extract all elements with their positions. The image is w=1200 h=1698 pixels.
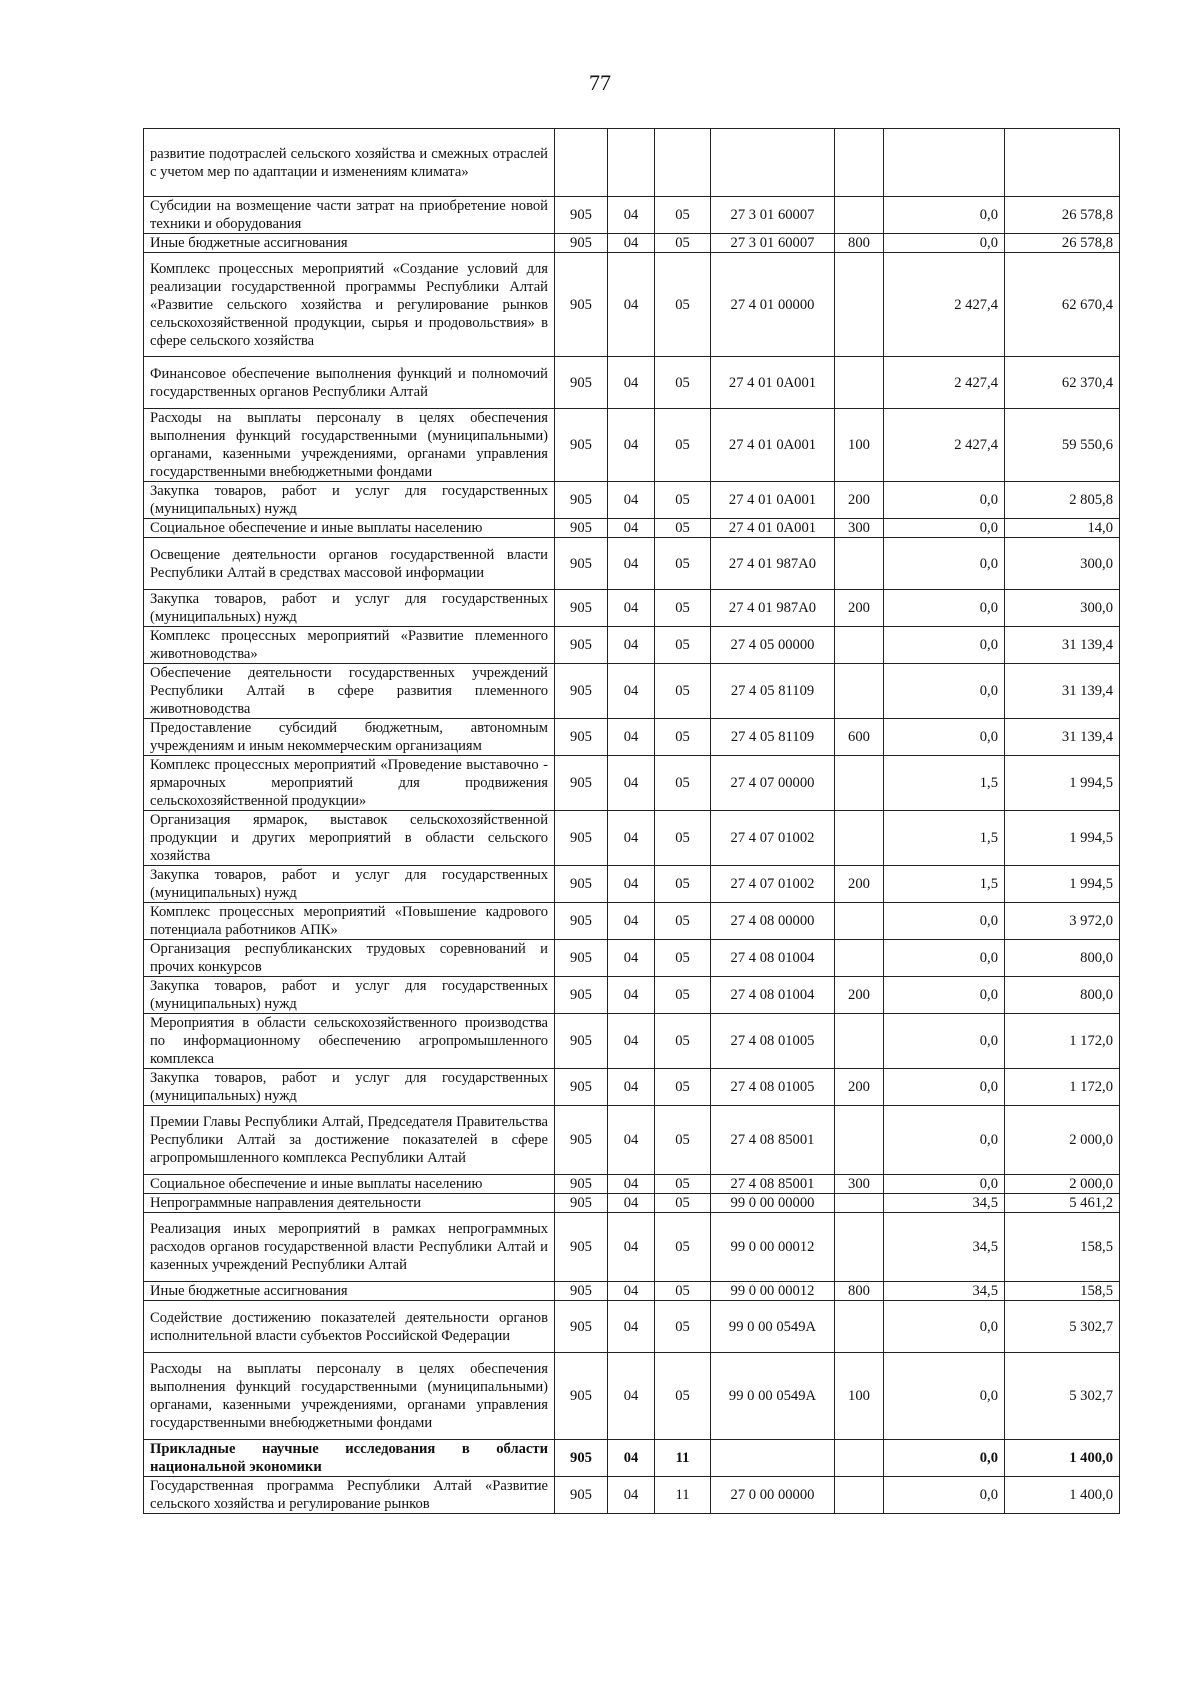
section-code-cell: 04 bbox=[608, 866, 655, 903]
expense-type-cell bbox=[835, 197, 884, 234]
expense-name-cell: Иные бюджетные ассигнования bbox=[144, 1282, 555, 1301]
amount-1-cell bbox=[884, 129, 1005, 197]
expense-name-cell: Закупка товаров, работ и услуг для государственных (муниципальных) нужд bbox=[144, 977, 555, 1014]
subsection-code-cell: 05 bbox=[655, 519, 711, 538]
expense-type-cell bbox=[835, 811, 884, 866]
expense-type-cell bbox=[835, 1213, 884, 1282]
expense-name-cell: Финансовое обеспечение выполнения функций и полномочий государственных органов Республики Алтай bbox=[144, 357, 555, 409]
amount-2-cell: 5 302,7 bbox=[1005, 1353, 1120, 1440]
department-code-cell: 905 bbox=[555, 538, 608, 590]
subsection-code-cell: 05 bbox=[655, 1069, 711, 1106]
amount-2-cell: 26 578,8 bbox=[1005, 234, 1120, 253]
department-code-cell: 905 bbox=[555, 1194, 608, 1213]
table-row bbox=[144, 977, 1120, 1014]
expense-name-cell: Расходы на выплаты персоналу в целях обеспечения выполнения функций государственными (муниципальными) органами, казенными учреждениями, органами управления государственными внебюджетными фондами bbox=[144, 1353, 555, 1440]
amount-1-cell: 0,0 bbox=[884, 1106, 1005, 1175]
amount-2-cell: 14,0 bbox=[1005, 519, 1120, 538]
target-article-cell bbox=[711, 1440, 835, 1477]
table-row bbox=[144, 1282, 1120, 1301]
target-article-cell: 27 4 08 01004 bbox=[711, 977, 835, 1014]
department-code-cell: 905 bbox=[555, 866, 608, 903]
expense-name-cell: Социальное обеспечение и иные выплаты населению bbox=[144, 519, 555, 538]
expense-type-cell: 600 bbox=[835, 719, 884, 756]
table-row bbox=[144, 1353, 1120, 1440]
expense-type-cell bbox=[835, 664, 884, 719]
amount-2-cell: 2 000,0 bbox=[1005, 1175, 1120, 1194]
expense-type-cell: 200 bbox=[835, 590, 884, 627]
target-article-cell: 99 0 00 0549А bbox=[711, 1301, 835, 1353]
target-article-cell: 27 4 08 01005 bbox=[711, 1069, 835, 1106]
expense-name-cell: Мероприятия в области сельскохозяйственного производства по информационному обеспечению агропромышленного комплекса bbox=[144, 1014, 555, 1069]
department-code-cell: 905 bbox=[555, 1301, 608, 1353]
amount-2-cell: 158,5 bbox=[1005, 1213, 1120, 1282]
target-article-cell: 27 4 01 987А0 bbox=[711, 538, 835, 590]
section-code-cell: 04 bbox=[608, 538, 655, 590]
section-code-cell: 04 bbox=[608, 756, 655, 811]
section-code-cell: 04 bbox=[608, 357, 655, 409]
target-article-cell: 27 4 01 0А001 bbox=[711, 409, 835, 482]
amount-2-cell: 59 550,6 bbox=[1005, 409, 1120, 482]
expense-name-cell: Социальное обеспечение и иные выплаты населению bbox=[144, 1175, 555, 1194]
subsection-code-cell: 05 bbox=[655, 409, 711, 482]
subsection-code-cell: 05 bbox=[655, 234, 711, 253]
department-code-cell: 905 bbox=[555, 1014, 608, 1069]
department-code-cell: 905 bbox=[555, 627, 608, 664]
subsection-code-cell: 05 bbox=[655, 1106, 711, 1175]
expense-name-cell: Обеспечение деятельности государственных учреждений Республики Алтай в сфере развития племенного животноводства bbox=[144, 664, 555, 719]
expense-type-cell: 300 bbox=[835, 1175, 884, 1194]
table-row bbox=[144, 1213, 1120, 1282]
expense-type-cell: 100 bbox=[835, 409, 884, 482]
target-article-cell: 27 4 08 85001 bbox=[711, 1175, 835, 1194]
expense-name-cell: Освещение деятельности органов государственной власти Республики Алтай в средствах массовой информации bbox=[144, 538, 555, 590]
section-code-cell bbox=[608, 129, 655, 197]
subsection-code-cell: 05 bbox=[655, 940, 711, 977]
department-code-cell: 905 bbox=[555, 719, 608, 756]
target-article-cell: 27 4 07 00000 bbox=[711, 756, 835, 811]
expense-type-cell: 200 bbox=[835, 482, 884, 519]
subsection-code-cell: 05 bbox=[655, 1301, 711, 1353]
subsection-code-cell: 05 bbox=[655, 1175, 711, 1194]
expense-name-cell: Предоставление субсидий бюджетным, автономным учреждениям и иным некоммерческим организациям bbox=[144, 719, 555, 756]
target-article-cell: 27 3 01 60007 bbox=[711, 234, 835, 253]
table-row bbox=[144, 664, 1120, 719]
expense-type-cell: 300 bbox=[835, 519, 884, 538]
department-code-cell: 905 bbox=[555, 664, 608, 719]
table-row bbox=[144, 1014, 1120, 1069]
table-row bbox=[144, 627, 1120, 664]
expense-name-cell: Прикладные научные исследования в области национальной экономики bbox=[144, 1440, 555, 1477]
expense-name-cell: Государственная программа Республики Алтай «Развитие сельского хозяйства и регулирование рынков bbox=[144, 1477, 555, 1514]
expense-type-cell bbox=[835, 1301, 884, 1353]
expense-name-cell: Закупка товаров, работ и услуг для государственных (муниципальных) нужд bbox=[144, 1069, 555, 1106]
expense-name-cell: Закупка товаров, работ и услуг для государственных (муниципальных) нужд bbox=[144, 866, 555, 903]
subsection-code-cell: 05 bbox=[655, 253, 711, 357]
amount-2-cell: 1 994,5 bbox=[1005, 756, 1120, 811]
subsection-code-cell: 05 bbox=[655, 1014, 711, 1069]
amount-2-cell: 1 172,0 bbox=[1005, 1069, 1120, 1106]
section-code-cell: 04 bbox=[608, 197, 655, 234]
section-code-cell: 04 bbox=[608, 903, 655, 940]
amount-2-cell: 3 972,0 bbox=[1005, 903, 1120, 940]
department-code-cell: 905 bbox=[555, 197, 608, 234]
department-code-cell: 905 bbox=[555, 1282, 608, 1301]
department-code-cell: 905 bbox=[555, 590, 608, 627]
subsection-code-cell: 05 bbox=[655, 357, 711, 409]
target-article-cell: 27 4 07 01002 bbox=[711, 866, 835, 903]
section-code-cell: 04 bbox=[608, 234, 655, 253]
expense-name-cell: Организация республиканских трудовых соревнований и прочих конкурсов bbox=[144, 940, 555, 977]
department-code-cell: 905 bbox=[555, 903, 608, 940]
amount-2-cell: 1 994,5 bbox=[1005, 866, 1120, 903]
amount-2-cell: 5 302,7 bbox=[1005, 1301, 1120, 1353]
department-code-cell: 905 bbox=[555, 357, 608, 409]
target-article-cell: 99 0 00 0549А bbox=[711, 1353, 835, 1440]
subsection-code-cell: 05 bbox=[655, 590, 711, 627]
table-row bbox=[144, 811, 1120, 866]
department-code-cell: 905 bbox=[555, 234, 608, 253]
section-code-cell: 04 bbox=[608, 1194, 655, 1213]
subsection-code-cell: 05 bbox=[655, 1213, 711, 1282]
amount-2-cell: 1 400,0 bbox=[1005, 1477, 1120, 1514]
section-code-cell: 04 bbox=[608, 719, 655, 756]
amount-2-cell: 800,0 bbox=[1005, 940, 1120, 977]
amount-1-cell: 1,5 bbox=[884, 811, 1005, 866]
expense-name-cell: Организация ярмарок, выставок сельскохозяйственной продукции и других мероприятий в области сельского хозяйства bbox=[144, 811, 555, 866]
subsection-code-cell: 05 bbox=[655, 977, 711, 1014]
expense-type-cell: 800 bbox=[835, 1282, 884, 1301]
amount-1-cell: 0,0 bbox=[884, 590, 1005, 627]
target-article-cell: 27 4 01 00000 bbox=[711, 253, 835, 357]
subsection-code-cell: 05 bbox=[655, 1194, 711, 1213]
expense-name-cell: Премии Главы Республики Алтай, Председателя Правительства Республики Алтай за достижение показателей в сфере агропромышленного комплекса Республики Алтай bbox=[144, 1106, 555, 1175]
expense-type-cell: 200 bbox=[835, 977, 884, 1014]
table-row bbox=[144, 538, 1120, 590]
expense-type-cell bbox=[835, 1477, 884, 1514]
section-code-cell: 04 bbox=[608, 977, 655, 1014]
expense-name-cell: Иные бюджетные ассигнования bbox=[144, 234, 555, 253]
amount-1-cell: 2 427,4 bbox=[884, 253, 1005, 357]
amount-2-cell: 1 172,0 bbox=[1005, 1014, 1120, 1069]
section-code-cell: 04 bbox=[608, 1477, 655, 1514]
expense-name-cell: Комплекс процессных мероприятий «Создание условий для реализации государственной программы Республики Алтай «Развитие сельского хозяйства и регулирование рынков сельскохозяйственной продукции, сырья и продовольствия» в сфере сельского хозяйства bbox=[144, 253, 555, 357]
expense-type-cell bbox=[835, 357, 884, 409]
subsection-code-cell: 05 bbox=[655, 811, 711, 866]
target-article-cell: 27 4 08 01004 bbox=[711, 940, 835, 977]
section-code-cell: 04 bbox=[608, 519, 655, 538]
section-code-cell: 04 bbox=[608, 253, 655, 357]
amount-2-cell: 300,0 bbox=[1005, 590, 1120, 627]
amount-1-cell: 2 427,4 bbox=[884, 357, 1005, 409]
expense-name-cell: Расходы на выплаты персоналу в целях обеспечения выполнения функций государственными (муниципальными) органами, казенными учреждениями, органами управления государственными внебюджетными фондами bbox=[144, 409, 555, 482]
department-code-cell: 905 bbox=[555, 756, 608, 811]
expense-type-cell bbox=[835, 940, 884, 977]
amount-2-cell: 300,0 bbox=[1005, 538, 1120, 590]
section-code-cell: 04 bbox=[608, 1440, 655, 1477]
department-code-cell: 905 bbox=[555, 1175, 608, 1194]
subsection-code-cell: 11 bbox=[655, 1440, 711, 1477]
table-row bbox=[144, 903, 1120, 940]
expense-type-cell bbox=[835, 1106, 884, 1175]
expense-name-cell: Комплекс процессных мероприятий «Повышение кадрового потенциала работников АПК» bbox=[144, 903, 555, 940]
expense-type-cell: 100 bbox=[835, 1353, 884, 1440]
expense-type-cell bbox=[835, 129, 884, 197]
amount-1-cell: 0,0 bbox=[884, 197, 1005, 234]
table-row bbox=[144, 1477, 1120, 1514]
table-row bbox=[144, 940, 1120, 977]
expense-name-cell: Закупка товаров, работ и услуг для государственных (муниципальных) нужд bbox=[144, 590, 555, 627]
section-code-cell: 04 bbox=[608, 664, 655, 719]
department-code-cell: 905 bbox=[555, 811, 608, 866]
subsection-code-cell: 05 bbox=[655, 756, 711, 811]
section-code-cell: 04 bbox=[608, 1301, 655, 1353]
amount-1-cell: 0,0 bbox=[884, 664, 1005, 719]
section-code-cell: 04 bbox=[608, 409, 655, 482]
section-code-cell: 04 bbox=[608, 1175, 655, 1194]
department-code-cell bbox=[555, 129, 608, 197]
section-code-cell: 04 bbox=[608, 940, 655, 977]
table-row bbox=[144, 590, 1120, 627]
amount-2-cell: 2 805,8 bbox=[1005, 482, 1120, 519]
department-code-cell: 905 bbox=[555, 519, 608, 538]
table-row bbox=[144, 197, 1120, 234]
expense-type-cell bbox=[835, 1194, 884, 1213]
table-row bbox=[144, 1440, 1120, 1477]
target-article-cell bbox=[711, 129, 835, 197]
amount-1-cell: 0,0 bbox=[884, 519, 1005, 538]
amount-2-cell: 1 400,0 bbox=[1005, 1440, 1120, 1477]
expense-type-cell bbox=[835, 756, 884, 811]
target-article-cell: 27 4 05 00000 bbox=[711, 627, 835, 664]
subsection-code-cell: 11 bbox=[655, 1477, 711, 1514]
subsection-code-cell: 05 bbox=[655, 1282, 711, 1301]
subsection-code-cell: 05 bbox=[655, 197, 711, 234]
expense-name-cell: Закупка товаров, работ и услуг для государственных (муниципальных) нужд bbox=[144, 482, 555, 519]
amount-2-cell: 158,5 bbox=[1005, 1282, 1120, 1301]
amount-1-cell: 2 427,4 bbox=[884, 409, 1005, 482]
target-article-cell: 27 4 01 0А001 bbox=[711, 519, 835, 538]
expense-type-cell bbox=[835, 253, 884, 357]
amount-1-cell: 1,5 bbox=[884, 866, 1005, 903]
amount-1-cell: 0,0 bbox=[884, 1069, 1005, 1106]
amount-2-cell: 26 578,8 bbox=[1005, 197, 1120, 234]
amount-2-cell bbox=[1005, 129, 1120, 197]
expense-name-cell: Комплекс процессных мероприятий «Развитие племенного животноводства» bbox=[144, 627, 555, 664]
expense-name-cell: Субсидии на возмещение части затрат на приобретение новой техники и оборудования bbox=[144, 197, 555, 234]
expense-type-cell bbox=[835, 538, 884, 590]
amount-1-cell: 0,0 bbox=[884, 627, 1005, 664]
section-code-cell: 04 bbox=[608, 627, 655, 664]
target-article-cell: 27 4 05 81109 bbox=[711, 664, 835, 719]
target-article-cell: 27 4 08 85001 bbox=[711, 1106, 835, 1175]
expense-name-cell: Комплекс процессных мероприятий «Проведение выставочно - ярмарочных мероприятий для продвижения сельскохозяйственной продукции» bbox=[144, 756, 555, 811]
amount-1-cell: 0,0 bbox=[884, 977, 1005, 1014]
table-row bbox=[144, 357, 1120, 409]
amount-1-cell: 1,5 bbox=[884, 756, 1005, 811]
table-row bbox=[144, 409, 1120, 482]
amount-2-cell: 62 670,4 bbox=[1005, 253, 1120, 357]
amount-2-cell: 800,0 bbox=[1005, 977, 1120, 1014]
amount-1-cell: 0,0 bbox=[884, 903, 1005, 940]
amount-1-cell: 0,0 bbox=[884, 1301, 1005, 1353]
department-code-cell: 905 bbox=[555, 977, 608, 1014]
table-row bbox=[144, 1106, 1120, 1175]
table-row bbox=[144, 129, 1120, 197]
amount-1-cell: 34,5 bbox=[884, 1282, 1005, 1301]
subsection-code-cell: 05 bbox=[655, 719, 711, 756]
amount-2-cell: 31 139,4 bbox=[1005, 664, 1120, 719]
target-article-cell: 99 0 00 00012 bbox=[711, 1213, 835, 1282]
amount-1-cell: 0,0 bbox=[884, 234, 1005, 253]
expense-type-cell: 800 bbox=[835, 234, 884, 253]
amount-1-cell: 0,0 bbox=[884, 1175, 1005, 1194]
department-code-cell: 905 bbox=[555, 1213, 608, 1282]
target-article-cell: 27 3 01 60007 bbox=[711, 197, 835, 234]
amount-1-cell: 34,5 bbox=[884, 1194, 1005, 1213]
target-article-cell: 27 0 00 00000 bbox=[711, 1477, 835, 1514]
expense-type-cell: 200 bbox=[835, 866, 884, 903]
amount-1-cell: 0,0 bbox=[884, 1477, 1005, 1514]
table-row bbox=[144, 1301, 1120, 1353]
target-article-cell: 27 4 01 0А001 bbox=[711, 357, 835, 409]
section-code-cell: 04 bbox=[608, 1014, 655, 1069]
target-article-cell: 27 4 08 00000 bbox=[711, 903, 835, 940]
target-article-cell: 27 4 01 0А001 bbox=[711, 482, 835, 519]
table-row bbox=[144, 519, 1120, 538]
department-code-cell: 905 bbox=[555, 1353, 608, 1440]
section-code-cell: 04 bbox=[608, 590, 655, 627]
department-code-cell: 905 bbox=[555, 940, 608, 977]
amount-1-cell: 0,0 bbox=[884, 482, 1005, 519]
subsection-code-cell: 05 bbox=[655, 627, 711, 664]
amount-1-cell: 0,0 bbox=[884, 1353, 1005, 1440]
section-code-cell: 04 bbox=[608, 1213, 655, 1282]
table-row bbox=[144, 1175, 1120, 1194]
amount-1-cell: 0,0 bbox=[884, 940, 1005, 977]
table-body bbox=[144, 129, 1120, 1514]
amount-1-cell: 0,0 bbox=[884, 719, 1005, 756]
expense-type-cell bbox=[835, 627, 884, 664]
subsection-code-cell: 05 bbox=[655, 538, 711, 590]
expense-type-cell bbox=[835, 1440, 884, 1477]
target-article-cell: 27 4 05 81109 bbox=[711, 719, 835, 756]
subsection-code-cell: 05 bbox=[655, 866, 711, 903]
subsection-code-cell: 05 bbox=[655, 664, 711, 719]
table-row bbox=[144, 866, 1120, 903]
target-article-cell: 27 4 07 01002 bbox=[711, 811, 835, 866]
department-code-cell: 905 bbox=[555, 1440, 608, 1477]
amount-2-cell: 2 000,0 bbox=[1005, 1106, 1120, 1175]
table-row bbox=[144, 253, 1120, 357]
table-row bbox=[144, 719, 1120, 756]
table-row bbox=[144, 482, 1120, 519]
amount-2-cell: 31 139,4 bbox=[1005, 719, 1120, 756]
expense-name-cell: Реализация иных мероприятий в рамках непрограммных расходов органов государственной власти Республики Алтай и казенных учреждений Республики Алтай bbox=[144, 1213, 555, 1282]
expense-name-cell: Содействие достижению показателей деятельности органов исполнительной власти субъектов Российской Федерации bbox=[144, 1301, 555, 1353]
department-code-cell: 905 bbox=[555, 409, 608, 482]
subsection-code-cell: 05 bbox=[655, 1353, 711, 1440]
amount-2-cell: 62 370,4 bbox=[1005, 357, 1120, 409]
expense-name-cell: Непрограммные направления деятельности bbox=[144, 1194, 555, 1213]
target-article-cell: 99 0 00 00012 bbox=[711, 1282, 835, 1301]
expense-name-cell: развитие подотраслей сельского хозяйства и смежных отраслей с учетом мер по адаптации и изменениям климата» bbox=[144, 129, 555, 197]
amount-2-cell: 1 994,5 bbox=[1005, 811, 1120, 866]
amount-1-cell: 0,0 bbox=[884, 1440, 1005, 1477]
page-number: 77 bbox=[589, 70, 611, 95]
budget-table bbox=[143, 128, 1120, 1514]
table-row bbox=[144, 1069, 1120, 1106]
amount-1-cell: 0,0 bbox=[884, 538, 1005, 590]
table-row bbox=[144, 756, 1120, 811]
section-code-cell: 04 bbox=[608, 482, 655, 519]
target-article-cell: 99 0 00 00000 bbox=[711, 1194, 835, 1213]
department-code-cell: 905 bbox=[555, 1069, 608, 1106]
amount-2-cell: 31 139,4 bbox=[1005, 627, 1120, 664]
section-code-cell: 04 bbox=[608, 1353, 655, 1440]
expense-type-cell bbox=[835, 903, 884, 940]
expense-type-cell: 200 bbox=[835, 1069, 884, 1106]
section-code-cell: 04 bbox=[608, 1282, 655, 1301]
subsection-code-cell: 05 bbox=[655, 482, 711, 519]
amount-2-cell: 5 461,2 bbox=[1005, 1194, 1120, 1213]
department-code-cell: 905 bbox=[555, 253, 608, 357]
target-article-cell: 27 4 01 987А0 bbox=[711, 590, 835, 627]
section-code-cell: 04 bbox=[608, 1069, 655, 1106]
section-code-cell: 04 bbox=[608, 811, 655, 866]
subsection-code-cell: 05 bbox=[655, 903, 711, 940]
target-article-cell: 27 4 08 01005 bbox=[711, 1014, 835, 1069]
amount-1-cell: 0,0 bbox=[884, 1014, 1005, 1069]
department-code-cell: 905 bbox=[555, 482, 608, 519]
table-row bbox=[144, 234, 1120, 253]
department-code-cell: 905 bbox=[555, 1477, 608, 1514]
table-row bbox=[144, 1194, 1120, 1213]
section-code-cell: 04 bbox=[608, 1106, 655, 1175]
amount-1-cell: 34,5 bbox=[884, 1213, 1005, 1282]
department-code-cell: 905 bbox=[555, 1106, 608, 1175]
expense-type-cell bbox=[835, 1014, 884, 1069]
subsection-code-cell bbox=[655, 129, 711, 197]
